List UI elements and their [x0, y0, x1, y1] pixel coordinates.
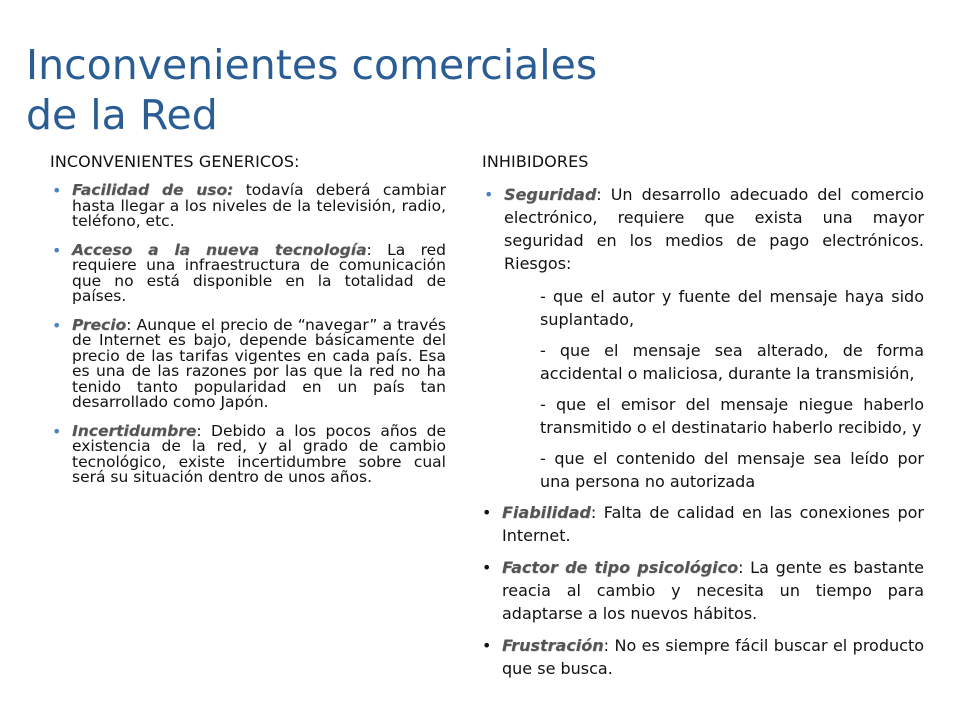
right-column	[482, 154, 924, 689]
item-term: Frustración	[502, 636, 604, 655]
risk-item: - que el mensaje sea alterado, de forma accidental o maliciosa, durante la transmisión,	[540, 341, 924, 383]
bullet-icon: •	[52, 421, 62, 441]
item-term: Seguridad	[504, 185, 597, 204]
item-term: Incertidumbre	[72, 421, 197, 440]
bullet-icon: •	[52, 181, 62, 200]
list-item	[482, 556, 924, 625]
item-text: : Falta de calidad en las conexiones por Internet.	[502, 503, 924, 545]
item-term: Acceso a la nueva tecnología	[72, 240, 367, 259]
left-column	[50, 154, 446, 499]
risk-item: - que el autor y fuente del mensaje haya sido suplantado,	[540, 287, 924, 329]
item-text: todavía deberá cambiar hasta llegar a los niveles de la televisión, radio, teléfono, etc.	[72, 181, 446, 230]
list-item	[482, 501, 924, 547]
bullet-icon: •	[482, 503, 492, 522]
slide-title-line-1: Inconvenientes comerciales	[26, 41, 598, 89]
list-item	[50, 183, 446, 230]
slide-title-line-2: de la Red	[26, 91, 218, 139]
list-item	[482, 634, 924, 680]
item-text: : La red requiere una infraestructura de comunicación que no está disponible en la totalidad de países.	[72, 240, 446, 305]
bullet-icon: •	[482, 558, 492, 577]
list-item	[50, 240, 446, 305]
risk-item: - que el contenido del mensaje sea leído por una persona no autorizada	[540, 449, 924, 491]
list-item	[50, 315, 446, 411]
bullet-icon: •	[484, 185, 494, 204]
item-text: : Debido a los pocos años de existencia de la red, y al grado de cambio tecnológico, existe incertidumbre sobre cual será su situación dentro de unos años.	[72, 421, 446, 486]
bullet-icon: •	[52, 240, 62, 260]
item-term: Precio	[72, 315, 127, 334]
bullet-icon: •	[52, 315, 62, 335]
bullet-icon: •	[482, 636, 492, 655]
list-item	[50, 421, 446, 486]
item-term: Fiabilidad	[502, 503, 591, 522]
item-text: : Aunque el precio de “navegar” a través de Internet es bajo, depende básicamente del precio de las tarifas vigentes en cada país. Esa es una de las razones por las que la red no ha tenido tanto popularidad en un país tan desarrollado como Japón.	[72, 315, 446, 411]
item-term: Factor de tipo psicológico	[502, 558, 739, 577]
list-item-seguridad	[482, 183, 924, 275]
slide-title	[26, 40, 726, 140]
left-heading: INCONVENIENTES GENERICOS:	[50, 152, 300, 171]
risk-item: - que el emisor del mensaje niegue haberlo transmitido o el destinatario haberlo recibido, y	[540, 395, 924, 437]
item-term: Facilidad de uso:	[72, 181, 234, 199]
item-text: : No es siempre fácil buscar el producto que se busca.	[502, 636, 924, 678]
item-text: : Un desarrollo adecuado del comercio electrónico, requiere que exista una mayor seguridad en los medios de pago electrónicos. Riesgos:	[504, 185, 924, 273]
item-text: : La gente es bastante reacia al cambio y necesita un tiempo para adaptarse a los nuevos hábitos.	[502, 558, 924, 623]
right-heading: INHIBIDORES	[482, 152, 589, 171]
